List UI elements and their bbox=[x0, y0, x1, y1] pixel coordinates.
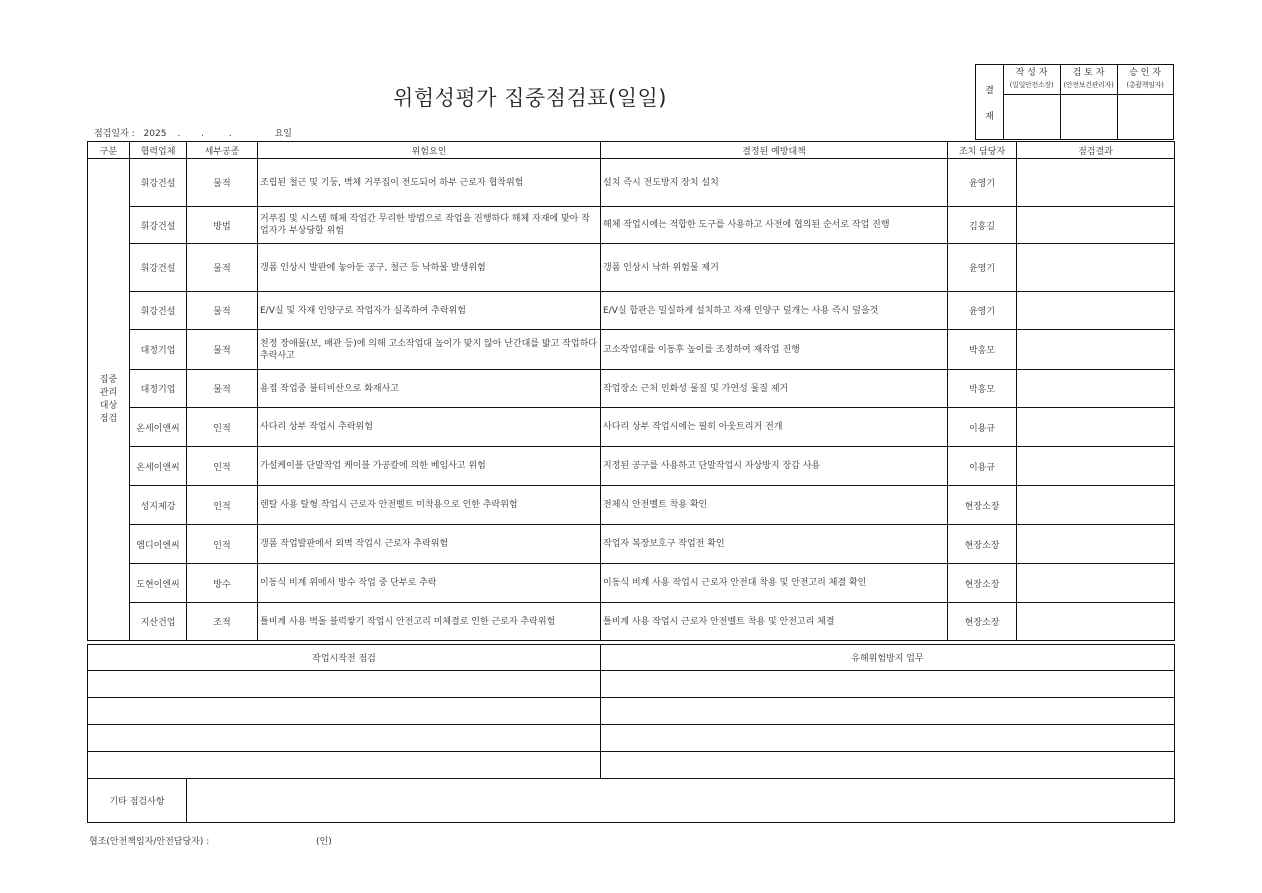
result-cell[interactable] bbox=[1017, 292, 1175, 330]
approval-sub: (일일안전소장) bbox=[1009, 81, 1054, 89]
date-dot: . bbox=[228, 129, 232, 139]
person-cell: 현장소장 bbox=[948, 564, 1017, 603]
page-title: 위험성평가 집중점검표(일일) bbox=[393, 86, 667, 110]
work-type-cell: 인적 bbox=[187, 486, 258, 525]
measure-cell: 갱폼 인상시 낙하 위험물 제거 bbox=[601, 244, 948, 292]
bottom-check-table bbox=[87, 644, 1175, 779]
inspection-date bbox=[94, 126, 292, 139]
measure-cell: 지정된 공구를 사용하고 단말작업시 자상방지 장갑 사용 bbox=[601, 447, 948, 486]
measure-cell: 해체 작업시에는 적합한 도구를 사용하고 사전에 협의된 순서로 작업 진행 bbox=[601, 207, 948, 244]
company-cell: 대정기업 bbox=[130, 370, 187, 408]
measure-cell: 사다리 상부 작업시에는 필히 아웃트리거 전개 bbox=[601, 408, 948, 447]
company-cell: 온세이앤씨 bbox=[130, 447, 187, 486]
company-cell: 대정기업 bbox=[130, 330, 187, 370]
measure-cell: 틀비계 사용 작업시 근로자 안전벨트 착용 및 안전고리 체결 bbox=[601, 603, 948, 641]
approval-gyul: 결 bbox=[985, 86, 994, 96]
header-measure: 결정된 예방대책 bbox=[601, 142, 948, 159]
table-row bbox=[88, 159, 1175, 207]
company-cell: 도현이엔씨 bbox=[130, 564, 187, 603]
hazard-prevention-header: 유해위험방지 업무 bbox=[601, 645, 1175, 671]
measure-cell: 작업자 복장보호구 작업전 확인 bbox=[601, 525, 948, 564]
work-type-cell: 인적 bbox=[187, 447, 258, 486]
hazard-cell: 가설케이블 단말작업 케이블 가공칼에 의한 베임사고 위험 bbox=[258, 447, 601, 486]
hazard-cell: 이동식 비계 위에서 방수 작업 중 단부로 추락 bbox=[258, 564, 601, 603]
result-cell[interactable] bbox=[1017, 525, 1175, 564]
header-company: 협력업체 bbox=[130, 142, 187, 159]
measure-cell: 이동식 비계 사용 작업시 근로자 안전대 착용 및 안전고리 체결 확인 bbox=[601, 564, 948, 603]
approval-role: 승 인 자 bbox=[1129, 68, 1161, 78]
etc-label: 기타 점검사항 bbox=[88, 779, 187, 823]
pre-work-check-cell[interactable] bbox=[88, 725, 601, 752]
hazard-cell: 천정 장애물(보, 배관 등)에 의해 고소작업대 높이가 맞지 않아 난간대를 밟고 작업하다 추락사고 bbox=[258, 330, 601, 370]
person-cell: 이용규 bbox=[948, 408, 1017, 447]
company-cell: 휘강건설 bbox=[130, 159, 187, 207]
bottom-header-row bbox=[88, 645, 1175, 671]
table-row bbox=[88, 447, 1175, 486]
company-cell: 지산건업 bbox=[130, 603, 187, 641]
etc-content[interactable] bbox=[187, 779, 1175, 823]
inspection-table bbox=[87, 141, 1175, 641]
measure-cell: 전체식 안전벨트 착용 확인 bbox=[601, 486, 948, 525]
measure-cell: E/V실 합판은 밀실하게 설치하고 자재 인양구 덮개는 사용 즉시 덮을것 bbox=[601, 292, 948, 330]
hazard-cell: 틀비계 사용 벽돌 블럭쌓기 작업시 안전고리 미체결로 인한 근로자 추락위험 bbox=[258, 603, 601, 641]
cooperation-line bbox=[89, 834, 332, 847]
pre-work-check-cell[interactable] bbox=[88, 671, 601, 698]
person-cell: 현장소장 bbox=[948, 603, 1017, 641]
approval-role: 작 성 자 bbox=[1015, 68, 1048, 78]
bottom-row bbox=[88, 725, 1175, 752]
result-cell[interactable] bbox=[1017, 244, 1175, 292]
company-cell: 휘강건설 bbox=[130, 207, 187, 244]
result-cell[interactable] bbox=[1017, 603, 1175, 641]
bottom-row bbox=[88, 698, 1175, 725]
company-cell: 온세이앤씨 bbox=[130, 408, 187, 447]
header-category: 구분 bbox=[88, 142, 130, 159]
hazard-cell: 갱폼 작업발판에서 외벽 작업시 근로자 추락위험 bbox=[258, 525, 601, 564]
work-type-cell: 물적 bbox=[187, 330, 258, 370]
approval-col-writer bbox=[1003, 65, 1061, 139]
header-work-type: 세부공종 bbox=[187, 142, 258, 159]
result-cell[interactable] bbox=[1017, 207, 1175, 244]
date-dot: . bbox=[201, 129, 204, 139]
work-type-cell: 방법 bbox=[187, 207, 258, 244]
person-cell: 현장소장 bbox=[948, 525, 1017, 564]
person-cell: 이용규 bbox=[948, 447, 1017, 486]
company-cell: 엠디이엔씨 bbox=[130, 525, 187, 564]
header-result: 점검결과 bbox=[1017, 142, 1175, 159]
bottom-row bbox=[88, 752, 1175, 779]
person-cell: 박흥모 bbox=[948, 370, 1017, 408]
hazard-prevention-cell[interactable] bbox=[601, 725, 1175, 752]
person-cell: 박흥모 bbox=[948, 330, 1017, 370]
company-cell: 휘강건설 bbox=[130, 292, 187, 330]
approval-col-approver bbox=[1117, 65, 1173, 139]
date-weekday: 요일 bbox=[274, 129, 292, 139]
seal-mark: (인) bbox=[316, 837, 332, 847]
date-label: 점검일자 : bbox=[94, 129, 135, 139]
bottom-row bbox=[88, 671, 1175, 698]
table-row bbox=[88, 525, 1175, 564]
pre-work-check-header: 작업시작전 점검 bbox=[88, 645, 601, 671]
result-cell[interactable] bbox=[1017, 330, 1175, 370]
person-cell: 윤영기 bbox=[948, 244, 1017, 292]
table-header-row bbox=[88, 142, 1175, 159]
approval-label bbox=[976, 65, 1004, 139]
header-hazard: 위험요인 bbox=[258, 142, 601, 159]
category-cell: 집중 관리 대상 점검 bbox=[88, 159, 130, 641]
table-row bbox=[88, 408, 1175, 447]
hazard-cell: 갱폼 인상시 발판에 놓아둔 공구, 철근 등 낙하물 발생위험 bbox=[258, 244, 601, 292]
hazard-cell: 용접 작업중 불티비산으로 화재사고 bbox=[258, 370, 601, 408]
company-cell: 휘강건설 bbox=[130, 244, 187, 292]
result-cell[interactable] bbox=[1017, 370, 1175, 408]
table-row bbox=[88, 330, 1175, 370]
table-row bbox=[88, 292, 1175, 330]
work-type-cell: 물적 bbox=[187, 244, 258, 292]
etc-table bbox=[87, 778, 1175, 823]
person-cell: 김홍길 bbox=[948, 207, 1017, 244]
work-type-cell: 인적 bbox=[187, 408, 258, 447]
table-row bbox=[88, 244, 1175, 292]
pre-work-check-cell[interactable] bbox=[88, 698, 601, 725]
hazard-cell: 렌탈 사용 탈형 작업시 근로자 안전벨트 미착용으로 인한 추락위험 bbox=[258, 486, 601, 525]
table-row bbox=[88, 603, 1175, 641]
hazard-cell: E/V실 및 자재 인양구로 작업자가 실족하여 추락위험 bbox=[258, 292, 601, 330]
table-row bbox=[88, 564, 1175, 603]
hazard-prevention-cell[interactable] bbox=[601, 698, 1175, 725]
hazard-cell: 사다리 상부 작업시 추락위험 bbox=[258, 408, 601, 447]
work-type-cell: 물적 bbox=[187, 159, 258, 207]
approval-sub: (총괄책임자) bbox=[1126, 81, 1164, 89]
hazard-cell: 거푸집 및 시스템 해체 작업간 무리한 방법으로 작업을 진행하다 해체 자재에 맞아 작업자가 부상당할 위험 bbox=[258, 207, 601, 244]
date-year: 2025 bbox=[143, 129, 167, 139]
company-cell: 성지제강 bbox=[130, 486, 187, 525]
table-row bbox=[88, 370, 1175, 408]
approval-col-reviewer bbox=[1060, 65, 1118, 139]
hazard-cell: 조립된 철근 및 기둥, 벽체 거푸집이 전도되어 하부 근로자 협착위험 bbox=[258, 159, 601, 207]
work-type-cell: 방수 bbox=[187, 564, 258, 603]
table-row bbox=[88, 486, 1175, 525]
header-person: 조치 담당자 bbox=[948, 142, 1017, 159]
measure-cell: 작업장소 근처 인화성 물질 및 가연성 물질 제거 bbox=[601, 370, 948, 408]
work-type-cell: 인적 bbox=[187, 525, 258, 564]
measure-cell: 고소작업대를 이동후 높이를 조정하여 재작업 진행 bbox=[601, 330, 948, 370]
hazard-prevention-cell[interactable] bbox=[601, 752, 1175, 779]
person-cell: 윤영기 bbox=[948, 159, 1017, 207]
measure-cell: 설치 즉시 전도방지 장치 설치 bbox=[601, 159, 948, 207]
date-dot: . bbox=[177, 129, 181, 139]
result-cell[interactable] bbox=[1017, 408, 1175, 447]
work-type-cell: 조적 bbox=[187, 603, 258, 641]
approval-role: 검 토 자 bbox=[1072, 68, 1105, 78]
pre-work-check-cell[interactable] bbox=[88, 752, 601, 779]
table-row bbox=[88, 207, 1175, 244]
approval-box bbox=[975, 64, 1174, 140]
result-cell[interactable] bbox=[1017, 159, 1175, 207]
result-cell[interactable] bbox=[1017, 486, 1175, 525]
approval-sub: (안전보건관리자) bbox=[1063, 81, 1114, 89]
result-cell[interactable] bbox=[1017, 564, 1175, 603]
person-cell: 현장소장 bbox=[948, 486, 1017, 525]
person-cell: 윤영기 bbox=[948, 292, 1017, 330]
cooperation-label: 협조(안전책임자/안전담당자) : bbox=[89, 837, 210, 847]
result-cell[interactable] bbox=[1017, 447, 1175, 486]
work-type-cell: 물적 bbox=[187, 292, 258, 330]
approval-jae: 재 bbox=[985, 112, 994, 122]
hazard-prevention-cell[interactable] bbox=[601, 671, 1175, 698]
work-type-cell: 물적 bbox=[187, 370, 258, 408]
